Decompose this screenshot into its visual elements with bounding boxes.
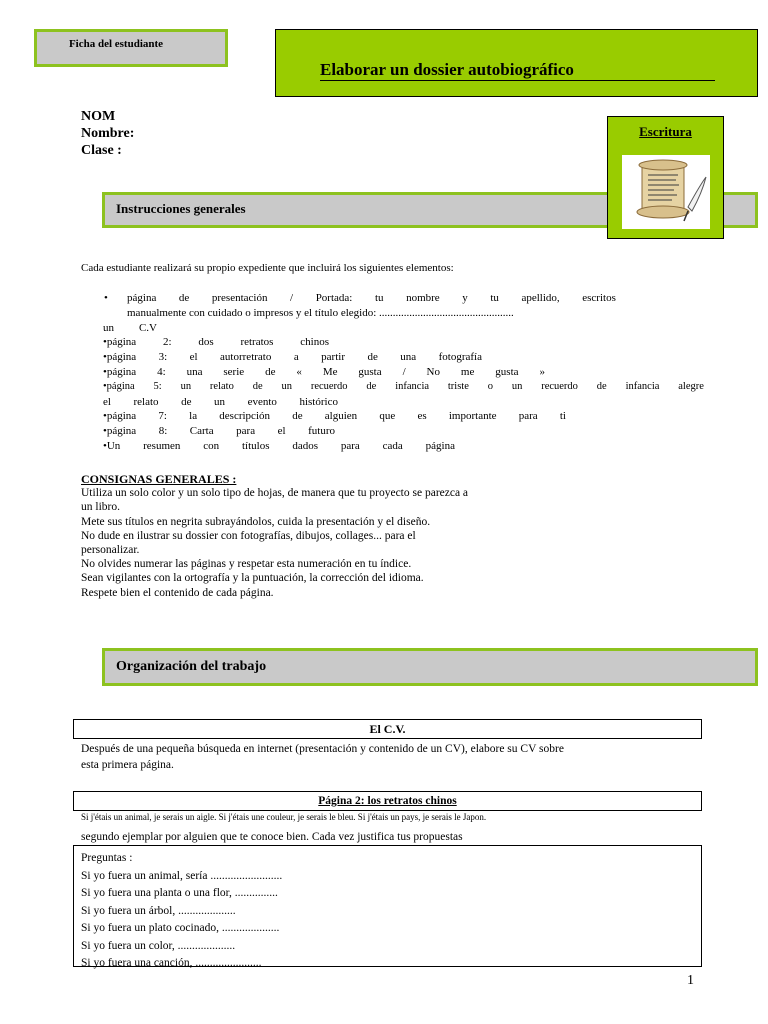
word: la	[189, 410, 198, 423]
word: de	[252, 380, 263, 392]
list-item-pagina-4	[103, 365, 545, 380]
consigna-line: un libro.	[81, 501, 120, 514]
segundo-ejemplar-line: segundo ejemplar por alguien que te conoce bien. Cada vez justifica tus propuestas	[81, 831, 463, 843]
word: retratos	[240, 336, 274, 349]
consigna-line: Respete bien el contenido de cada página.	[81, 586, 274, 599]
word: apellido,	[521, 292, 560, 304]
word: infancia	[395, 380, 430, 392]
word: de	[181, 395, 192, 408]
cv-instructions	[81, 741, 634, 773]
word: de	[178, 292, 190, 304]
cv-title: El C.V.	[369, 722, 406, 736]
word: No	[426, 365, 440, 378]
word: Carta	[189, 425, 214, 438]
ficha-label: Ficha del estudiante	[68, 38, 164, 50]
elements-list	[104, 291, 704, 454]
cv-title-box	[73, 719, 702, 739]
list-item-portada	[127, 291, 616, 321]
word: •página	[103, 365, 137, 378]
word: alegre	[678, 380, 704, 392]
consigna-line: No dude en ilustrar su dossier con fotografías, dibujos, collages... para el	[81, 529, 416, 542]
word: presentación	[211, 292, 268, 304]
word: nombre	[406, 292, 440, 304]
pagina-2-title-box	[73, 791, 702, 811]
word: gusta	[495, 365, 519, 378]
list-item-pagina-5	[103, 380, 704, 395]
word: con	[203, 439, 220, 452]
ficha-del-estudiante-box	[34, 29, 228, 67]
word: un	[281, 380, 292, 392]
word: títulos	[241, 439, 270, 452]
word: importante	[448, 410, 497, 423]
word: el	[189, 351, 198, 364]
consigna-line: personalizar.	[81, 544, 140, 557]
word: descripción	[219, 410, 270, 423]
word: me	[460, 365, 475, 378]
word: página	[127, 292, 157, 304]
list-item-pagina-8	[103, 424, 335, 439]
list-item-pagina-6	[103, 395, 338, 410]
word: tu	[490, 292, 499, 304]
word: C.V	[138, 321, 157, 334]
word: 4:	[157, 365, 166, 378]
list-item-pagina-2	[103, 335, 329, 350]
field-nom: NOM	[81, 109, 116, 124]
pregunta-line: Si yo fuera un color, ....................	[81, 939, 236, 952]
title-box	[275, 29, 758, 97]
word: es	[417, 410, 427, 423]
word: 8:	[158, 425, 168, 438]
french-example-line: Si j'étais un animal, je serais un aigle. Si j'étais une couleur, je serais le bleu. Si j'étais un pays, je serais le Japon.	[81, 812, 487, 822]
consigna-line: Sean vigilantes con la ortografía y la puntuación, la corrección del idioma.	[81, 572, 424, 585]
list-item-resumen	[103, 439, 455, 454]
word: o	[487, 380, 493, 392]
word: futuro	[308, 425, 335, 438]
field-clase: Clase :	[81, 143, 122, 158]
word: un	[511, 380, 523, 392]
word: /	[290, 292, 294, 304]
pregunta-line: Si yo fuera una canción, .......................	[81, 957, 262, 969]
list-item-pagina-7	[103, 409, 566, 424]
word: de	[596, 380, 607, 392]
word: alguien	[324, 410, 358, 423]
word: dados	[292, 439, 319, 452]
word: serie	[223, 365, 245, 378]
word: para	[236, 425, 256, 438]
preguntas-box	[73, 845, 702, 967]
word: recuerdo	[310, 380, 348, 392]
scroll-quill-icon	[622, 155, 710, 229]
cv-text-line: Después de una pequeña búsqueda en internet (presentación y contenido de un CV), elabore su CV sobre	[81, 743, 564, 755]
consigna-line: No olvides numerar las páginas y respetar esta numeración en tu índice.	[81, 558, 412, 571]
pagina-2-title: Página 2: los retratos chinos	[318, 795, 457, 807]
word: resumen	[143, 439, 181, 452]
list-item-portada-line1	[127, 291, 616, 306]
word: autorretrato	[220, 351, 272, 364]
preguntas-heading: Preguntas :	[81, 852, 133, 864]
word: que	[379, 410, 396, 423]
word: •página	[103, 336, 137, 349]
word: un	[214, 395, 226, 408]
pregunta-line: Si yo fuera un plato cocinado, ....................	[81, 922, 280, 934]
pregunta-line: Si yo fuera un animal, sería .........................	[81, 869, 283, 882]
word: una	[186, 365, 203, 378]
document-title: Elaborar un dossier autobiográfico	[320, 60, 574, 79]
word: /	[402, 365, 406, 378]
word: a	[293, 351, 299, 364]
word: recuerdo	[541, 380, 578, 392]
consignas-generales	[81, 472, 526, 600]
consigna-line: Utiliza un solo color y un solo tipo de hojas, de manera que tu proyecto se parezca a	[81, 487, 469, 500]
escritura-label: Escritura	[639, 124, 692, 139]
word: histórico	[299, 395, 338, 408]
title-underline	[320, 80, 715, 81]
word: •página	[103, 380, 135, 392]
word: chinos	[300, 336, 329, 349]
word: un	[180, 380, 192, 392]
section-title: Organización del trabajo	[116, 659, 267, 674]
word: de	[265, 365, 276, 378]
word: •página	[103, 351, 137, 364]
word: cada	[382, 439, 403, 452]
pregunta-line: Si yo fuera una planta o una flor, ...............	[81, 887, 278, 899]
bullet-1: •	[104, 292, 108, 304]
word: infancia	[625, 380, 660, 392]
escritura-box	[607, 116, 724, 239]
word: relato	[209, 380, 234, 392]
word: 3:	[158, 351, 168, 364]
word: »	[539, 365, 545, 378]
word: escritos	[582, 292, 616, 304]
pregunta-line: Si yo fuera un árbol, ....................	[81, 904, 236, 917]
consigna-line: Mete sus títulos en negrita subrayándolos, cuida la presentación y el diseño.	[81, 515, 431, 528]
word: tu	[374, 292, 384, 304]
word: relato	[133, 395, 159, 408]
list-item-cv	[103, 321, 157, 336]
word: partir	[321, 351, 345, 364]
section-organizacion-del-trabajo	[102, 648, 758, 686]
word: 5:	[153, 380, 162, 392]
word: 7:	[158, 410, 167, 423]
consignas-heading: CONSIGNAS GENERALES :	[81, 472, 237, 486]
word: Me	[322, 365, 338, 378]
word: para	[518, 410, 538, 423]
word: y	[462, 292, 468, 304]
intro-text: Cada estudiante realizará su propio expediente que incluirá los siguientes elementos:	[81, 262, 454, 274]
list-item-pagina-3	[103, 350, 482, 365]
word: •Un	[103, 439, 121, 452]
word: el	[103, 395, 111, 408]
field-nombre: Nombre:	[81, 126, 135, 141]
word: de	[292, 410, 303, 423]
word: •página	[103, 425, 137, 438]
word: dos	[198, 336, 214, 349]
word: página	[425, 439, 455, 452]
section-title: Instrucciones generales	[116, 201, 246, 216]
word: para	[340, 439, 360, 452]
word: ti	[559, 410, 566, 423]
cv-text-line: esta primera página.	[81, 759, 174, 771]
list-item-portada-line2: manualmente con cuidado o impresos y el título elegido: .................................................	[127, 306, 514, 319]
word: evento	[247, 395, 277, 408]
word: 2:	[162, 336, 172, 349]
word: «	[296, 365, 302, 378]
word: de	[366, 380, 377, 392]
student-fields	[81, 108, 134, 159]
word: de	[367, 351, 378, 364]
word: fotografía	[438, 351, 482, 364]
word: un	[103, 321, 114, 334]
word: una	[400, 351, 417, 364]
page-number: 1	[687, 973, 694, 988]
word: el	[277, 425, 286, 438]
word: gusta	[358, 365, 382, 378]
word: •página	[103, 410, 137, 423]
word: triste	[447, 380, 469, 392]
word: Portada:	[315, 292, 353, 304]
